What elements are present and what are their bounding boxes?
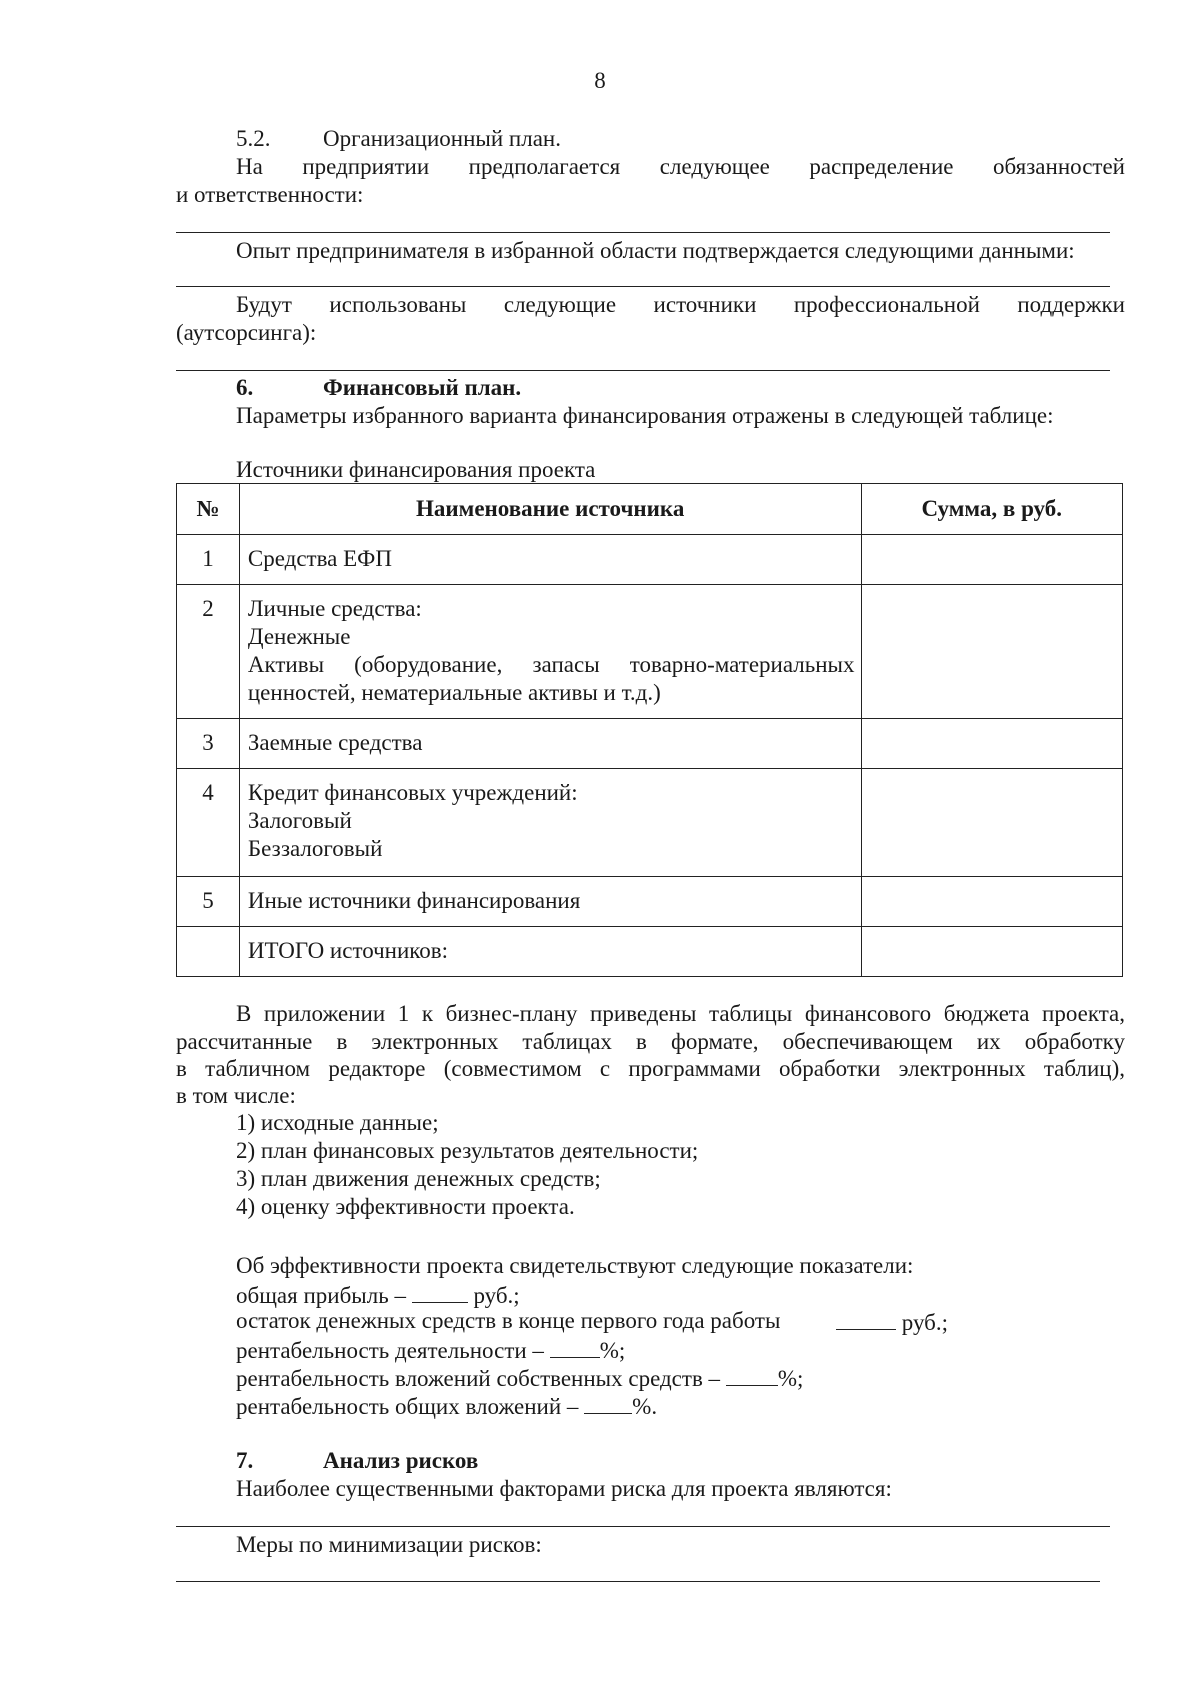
row-name — [239, 719, 861, 769]
org-plan-paragraph — [236, 153, 1125, 181]
row-num: 5 — [177, 877, 240, 927]
fill-in-line — [176, 1526, 1110, 1527]
row-sum-cell — [861, 877, 1123, 927]
fill-in-line — [176, 1581, 1100, 1582]
indicator-operating-profitability — [236, 1335, 625, 1365]
indicator-label: остаток денежных средств в конце первого года работы — [236, 1308, 781, 1333]
word: предприятии — [302, 154, 430, 179]
row-num: 1 — [177, 535, 240, 585]
section-7-title: Анализ рисков — [323, 1448, 479, 1473]
table-caption: Источники финансирования проекта — [236, 457, 596, 482]
row-line: Залоговый — [247, 808, 352, 833]
indicator-label: общая прибыль – — [236, 1283, 406, 1308]
experience-text: Опыт предпринимателя в избранной области подтверждается следующими данными: — [236, 238, 1075, 263]
word: Будут — [236, 292, 292, 317]
row-num: 2 — [177, 585, 240, 719]
indicator-unit: %. — [632, 1394, 658, 1419]
risk-factors-text: Наиболее существенными факторами риска для проекта являются: — [236, 1476, 892, 1501]
row-sum-cell — [861, 769, 1123, 877]
indicator-unit: %; — [599, 1338, 626, 1363]
indicator-total-investment-profitability — [236, 1391, 657, 1421]
header-sum: Сумма, в руб. — [861, 484, 1123, 535]
word: использованы — [329, 292, 467, 317]
row-line: Личные средства: — [247, 596, 422, 621]
table-row — [177, 769, 1123, 877]
appendix-line: в табличном редакторе (совместимом с программами обработки электронных таблиц), — [176, 1056, 1125, 1081]
fill-in-blank — [584, 1391, 632, 1414]
section-5-2-title: Организационный план. — [323, 126, 561, 151]
row-name — [239, 927, 861, 977]
row-line: Кредит финансовых учреждений: — [247, 780, 578, 805]
word: источники — [653, 292, 757, 317]
table-row — [177, 719, 1123, 769]
fill-in-blank — [412, 1280, 468, 1303]
word: обязанностей — [993, 154, 1125, 179]
table-row — [177, 877, 1123, 927]
row-name — [239, 585, 861, 719]
indicator-label: рентабельность вложений собственных средств – — [236, 1366, 721, 1391]
fill-in-blank — [550, 1335, 600, 1358]
word: На — [236, 154, 263, 179]
header-num: № — [177, 484, 240, 535]
list-item: 3) план движения денежных средств; — [236, 1166, 601, 1191]
list-item: 2) план финансовых результатов деятельности; — [236, 1138, 699, 1163]
word: следующие — [503, 292, 617, 317]
risk-measures-text: Меры по минимизации рисков: — [236, 1532, 542, 1557]
row-sum-cell — [861, 927, 1123, 977]
row-num: 4 — [177, 769, 240, 877]
row-line: Средства ЕФП — [247, 546, 392, 571]
section-6-title: Финансовый план. — [323, 375, 522, 400]
fill-in-line — [176, 286, 1110, 287]
section-5-2-number: 5.2. — [236, 126, 271, 151]
row-line: Заемные средства — [247, 730, 423, 755]
row-num: 3 — [177, 719, 240, 769]
list-item: 1) исходные данные; — [236, 1110, 439, 1135]
table-header-row — [177, 484, 1123, 535]
word: предполагается — [468, 154, 621, 179]
list-item: 4) оценку эффективности проекта. — [236, 1194, 575, 1219]
indicator-cash — [236, 1307, 780, 1335]
appendix-line: В приложении 1 к бизнес-плану приведены таблицы финансового бюджета проекта, — [236, 1001, 1125, 1026]
table-total-row — [177, 927, 1123, 977]
indicator-unit: руб.; — [473, 1283, 520, 1308]
table-row — [177, 585, 1123, 719]
indicator-unit: %; — [777, 1366, 804, 1391]
row-line: ценностей, нематериальные активы и т.д.) — [247, 680, 661, 705]
header-name: Наименование источника — [239, 484, 861, 535]
word: профессиональной — [793, 292, 980, 317]
row-name — [239, 769, 861, 877]
section-6-number: 6. — [236, 375, 254, 400]
indicator-cash-value — [836, 1307, 948, 1337]
appendix-line: в том числе: — [176, 1083, 296, 1108]
indicator-own-investment-profitability — [236, 1363, 803, 1393]
fill-in-blank — [726, 1363, 778, 1386]
fill-in-blank — [836, 1307, 896, 1330]
word: распределение — [809, 154, 954, 179]
row-sum-cell — [861, 719, 1123, 769]
fin-plan-intro: Параметры избранного варианта финансирования отражены в следующей таблице: — [236, 403, 1054, 428]
outsourcing-paragraph — [236, 291, 1125, 319]
row-sum-cell — [861, 585, 1123, 719]
page-number: 8 — [594, 68, 606, 93]
org-plan-paragraph-end: и ответственности: — [176, 182, 364, 207]
row-name — [239, 535, 861, 585]
row-sum-cell — [861, 535, 1123, 585]
outsourcing-paragraph-end: (аутсорсинга): — [176, 320, 317, 345]
row-line: Иные источники финансирования — [247, 888, 581, 913]
fill-in-line — [176, 232, 1110, 233]
row-line: Активы (оборудование, запасы товарно-материальных — [247, 652, 855, 677]
row-name — [239, 877, 861, 927]
indicator-label: рентабельность деятельности – — [236, 1338, 544, 1363]
row-line: Денежные — [247, 624, 351, 649]
financing-sources-table — [176, 483, 1123, 977]
indicators-intro: Об эффективности проекта свидетельствуют следующие показатели: — [236, 1253, 914, 1278]
row-num — [177, 927, 240, 977]
indicator-unit: руб.; — [901, 1310, 948, 1335]
table-row — [177, 535, 1123, 585]
fill-in-line — [176, 370, 1110, 371]
section-7-number: 7. — [236, 1448, 254, 1473]
indicator-profit — [236, 1280, 520, 1310]
appendix-line: рассчитанные в электронных таблицах в формате, обеспечивающем их обработку — [176, 1029, 1125, 1054]
row-line: ИТОГО источников: — [247, 938, 449, 963]
word: следующее — [659, 154, 770, 179]
word: поддержки — [1017, 292, 1125, 317]
row-line: Беззалоговый — [247, 836, 383, 861]
indicator-label: рентабельность общих вложений – — [236, 1394, 579, 1419]
